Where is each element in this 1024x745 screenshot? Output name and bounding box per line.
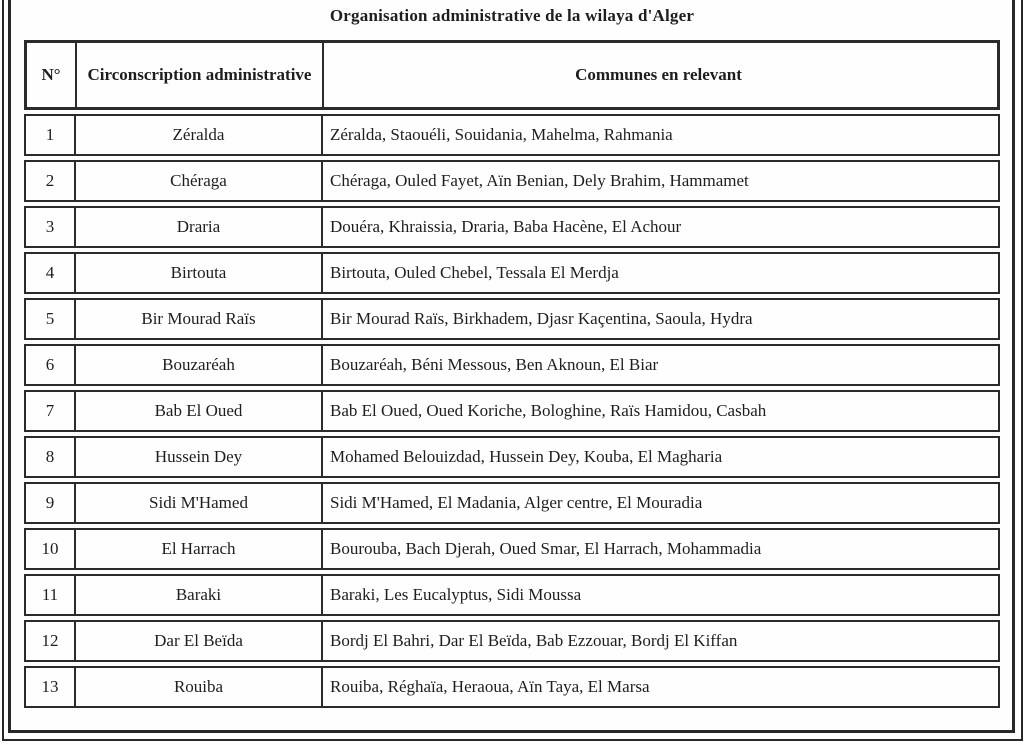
row-number-cell: 11 [26, 576, 76, 614]
communes-cell: Bordj El Bahri, Dar El Beïda, Bab Ezzouar, Bordj El Kiffan [330, 631, 738, 651]
header-number-cell: N° [27, 43, 77, 107]
communes-cell: Baraki, Les Eucalyptus, Sidi Moussa [330, 585, 582, 605]
circonscription-cell: Chéraga [76, 162, 323, 200]
table-row [24, 666, 1000, 708]
row-number-cell: 9 [26, 484, 76, 522]
page-title: Organisation administrative de la wilaya d'Alger [329, 6, 695, 25]
table-row [24, 390, 1000, 432]
table-row [24, 528, 1000, 570]
row-number-cell: 5 [26, 300, 76, 338]
admin-table [24, 40, 1000, 712]
circonscription-cell: Draria [76, 208, 323, 246]
row-number-cell: 10 [26, 530, 76, 568]
communes-cell: Sidi M'Hamed, El Madania, Alger centre, El Mouradia [330, 493, 703, 513]
circonscription-cell: Bouzaréah [76, 346, 323, 384]
circonscription-cell: Bir Mourad Raïs [76, 300, 323, 338]
communes-cell: Birtouta, Ouled Chebel, Tessala El Merdja [330, 263, 619, 283]
row-number-cell: 1 [26, 116, 76, 154]
header-communes-cell: Communes en relevant [575, 65, 742, 85]
table-row [24, 574, 1000, 616]
communes-cell: Douéra, Khraissia, Draria, Baba Hacène, El Achour [330, 217, 682, 237]
communes-cell: Bourouba, Bach Djerah, Oued Smar, El Harrach, Mohammadia [330, 539, 762, 559]
circonscription-cell: Bab El Oued [76, 392, 323, 430]
table-row [24, 482, 1000, 524]
circonscription-cell: Baraki [76, 576, 323, 614]
table-row [24, 160, 1000, 202]
communes-cell: Bab El Oued, Oued Koriche, Bologhine, Raïs Hamidou, Casbah [330, 401, 767, 421]
table-row [24, 298, 1000, 340]
header-district-cell: Circonscription administrative [77, 43, 324, 107]
communes-cell: Rouiba, Réghaïa, Heraoua, Aïn Taya, El Marsa [330, 677, 650, 697]
circonscription-cell: Dar El Beïda [76, 622, 323, 660]
table-row [24, 436, 1000, 478]
row-number-cell: 3 [26, 208, 76, 246]
communes-cell: Mohamed Belouizdad, Hussein Dey, Kouba, El Magharia [330, 447, 723, 467]
circonscription-cell: El Harrach [76, 530, 323, 568]
table-row [24, 620, 1000, 662]
circonscription-cell: Birtouta [76, 254, 323, 292]
row-number-cell: 8 [26, 438, 76, 476]
communes-cell: Bir Mourad Raïs, Birkhadem, Djasr Kaçentina, Saoula, Hydra [330, 309, 753, 329]
communes-cell: Bouzaréah, Béni Messous, Ben Aknoun, El Biar [330, 355, 659, 375]
row-number-cell: 4 [26, 254, 76, 292]
row-number-cell: 13 [26, 668, 76, 706]
table-body [24, 114, 1000, 708]
table-row [24, 206, 1000, 248]
row-number-cell: 6 [26, 346, 76, 384]
communes-cell: Chéraga, Ouled Fayet, Aïn Benian, Dely Brahim, Hammamet [330, 171, 749, 191]
table-row [24, 344, 1000, 386]
row-number-cell: 7 [26, 392, 76, 430]
row-number-cell: 12 [26, 622, 76, 660]
communes-cell: Zéralda, Staouéli, Souidania, Mahelma, Rahmania [330, 125, 673, 145]
table-row [24, 114, 1000, 156]
circonscription-cell: Rouiba [76, 668, 323, 706]
circonscription-cell: Zéralda [76, 116, 323, 154]
table-row [24, 252, 1000, 294]
table-header-row [24, 40, 1000, 110]
circonscription-cell: Sidi M'Hamed [76, 484, 323, 522]
row-number-cell: 2 [26, 162, 76, 200]
circonscription-cell: Hussein Dey [76, 438, 323, 476]
